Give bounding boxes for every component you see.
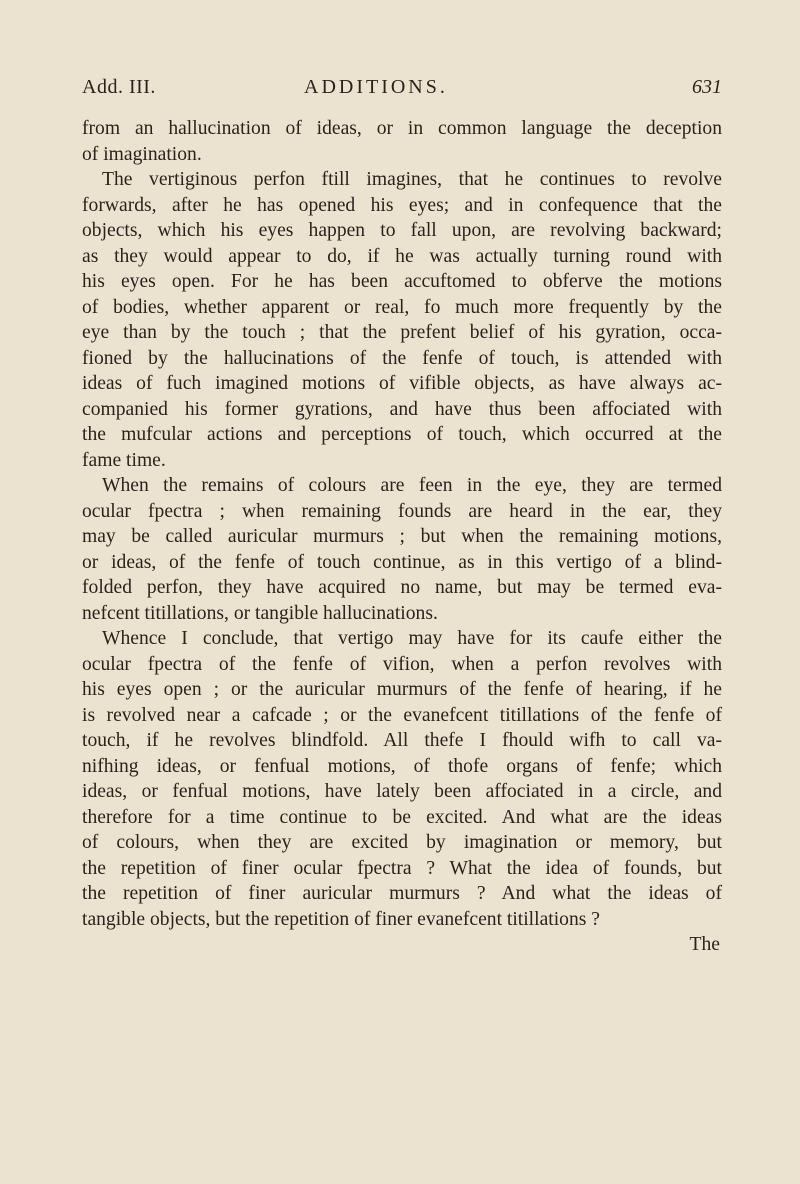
- text-line: Whence I conclude, that vertigo may have for its caufe either the: [102, 628, 722, 649]
- text-line: the repetition of finer ocular fpectra ? What the idea of founds, but: [82, 857, 722, 879]
- text-line: the repetition of finer auricular murmurs ? And what the ideas of: [82, 883, 722, 904]
- text-line: ocular fpectra ; when remaining founds are heard in the ear, they: [82, 500, 722, 522]
- text-line: eye than by the touch ; that the prefent belief of his gyration, occa-: [82, 322, 722, 343]
- text-line: may be called auricular murmurs ; but when the remaining motions,: [82, 526, 722, 547]
- page-header: [82, 76, 722, 106]
- text-line: fame time.: [82, 449, 166, 471]
- text-line: tangible objects, but the repetition of finer evanefcent titillations ?: [82, 908, 600, 930]
- text-line: his eyes open ; or the auricular murmurs of the fenfe of hearing, if he: [82, 679, 722, 700]
- text-line: nefcent titillations, or tangible hallucinations.: [82, 602, 438, 624]
- text-line: or ideas, of the fenfe of touch continue, as in this vertigo of a blind-: [82, 551, 722, 573]
- text-line: is revolved near a cafcade ; or the evanefcent titillations of the fenfe of: [82, 704, 722, 726]
- text-line: ideas of fuch imagined motions of vifible objects, as have always ac-: [82, 373, 722, 394]
- text-line: his eyes open. For he has been accuftomed to obferve the motions: [82, 271, 722, 292]
- text-line: The vertiginous perfon ftill imagines, that he continues to revolve: [102, 169, 722, 190]
- text-line: of bodies, whether apparent or real, fo much more frequently by the: [82, 296, 722, 318]
- body-text: [82, 116, 722, 958]
- text-line: nifhing ideas, or fenfual motions, of thofe organs of fenfe; which: [82, 755, 722, 777]
- page-number: 631: [692, 76, 722, 98]
- text-line: from an hallucination of ideas, or in common language the deception: [82, 118, 722, 139]
- text-line: forwards, after he has opened his eyes; and in confequence that the: [82, 194, 722, 216]
- text-line: objects, which his eyes happen to fall upon, are revolving backward;: [82, 220, 722, 241]
- text-line: companied his former gyrations, and have thus been affociated with: [82, 398, 722, 420]
- text-line: fioned by the hallucinations of the fenfe of touch, is attended with: [82, 347, 722, 369]
- text-line: the mufcular actions and perceptions of touch, which occurred at the: [82, 424, 722, 445]
- text-line: ideas, or fenfual motions, have lately been affociated in a circle, and: [82, 781, 722, 802]
- text-line: as they would appear to do, if he was actually turning round with: [82, 245, 722, 267]
- text-line: of colours, when they are excited by imagination or memory, but: [82, 832, 722, 853]
- catchword: The: [689, 934, 720, 955]
- text-line: of imagination.: [82, 143, 202, 165]
- text-line: folded perfon, they have acquired no name, but may be termed eva-: [82, 577, 722, 598]
- running-head-title: ADDITIONS.: [304, 76, 448, 98]
- text-line: therefore for a time continue to be excited. And what are the ideas: [82, 806, 722, 828]
- running-head-section: Add. III.: [82, 76, 156, 98]
- text-line: When the remains of colours are feen in the eye, they are termed: [102, 475, 722, 496]
- text-line: ocular fpectra of the fenfe of vifion, when a perfon revolves with: [82, 653, 722, 675]
- text-line: touch, if he revolves blindfold. All thefe I fhould wifh to call va-: [82, 730, 722, 751]
